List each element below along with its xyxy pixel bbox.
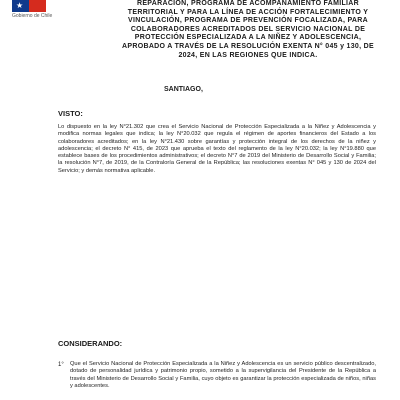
- considerando-paragraph: Que el Servicio Nacional de Protección Especializada a la Niñez y Adolescencia es un servicio público descentralizado, dotado de personalidad jurídica y patrimonio propio, sometido a la supervigilancia del Presidente de la República a través del Ministerio de Desarrollo Social y Familia, cuyo objeto es garantizar la protección especializada de niños, niñas y adolescentes.: [70, 361, 376, 389]
- document-title: REPARACIÓN, PROGRAMA DE ACOMPAÑAMIENTO FAMILIAR TERRITORIAL Y PARA LA LÍNEA DE ACCIÓN FORTALECIMIENTO Y VINCULACIÓN, PROGRAMA DE PREVENCIÓN FOCALIZADA, PARA COLABORADORES ACREDITADOS DEL SERVICIO NACIONAL DE PROTECCIÓN ESPECIALIZADA A LA NIÑEZ Y ADOLESCENCIA, APROBADO A TRAVÉS DE LA RESOLUCIÓN EXENTA N° 045 y 130, DE 2024, EN LAS REGIONES QUE INDICA.: [122, 0, 374, 59]
- visto-heading: VISTO:: [58, 109, 83, 118]
- considerando-heading: CONSIDERANDO:: [58, 339, 123, 348]
- place-label: SANTIAGO,: [164, 86, 203, 93]
- visto-paragraph: Lo dispuesto en la ley N°21.302 que crea el Servicio Nacional de Protección Especializada a la Niñez y Adolescencia y modifica normas legales que indica; la ley N°20.032 que regula el régimen de aportes financieros del Estado a los colaboradores acreditados; en la ley N°21.430 sobre garantías y protección integral de los derechos de la niñez y adolescencia; el decreto N° 415, de 2023 que aprueba el texto del reglamento de la ley N°20.032; la ley N°19.880 que establece bases de los procedimientos administrativos; el decreto N°7 de 2019 del Ministerio de Desarrollo Social y Familia; la resolución N°7, de 2019, de la Contraloría General de la República; las resoluciones exentas N° 045 y 130 de 2024 del Servicio; y demás normativa aplicable.: [58, 124, 376, 174]
- star-icon: ★: [16, 1, 24, 10]
- government-logo: [12, 0, 46, 12]
- logo-caption: Gobierno de Chile: [12, 13, 53, 19]
- item-number: 1°: [58, 362, 64, 368]
